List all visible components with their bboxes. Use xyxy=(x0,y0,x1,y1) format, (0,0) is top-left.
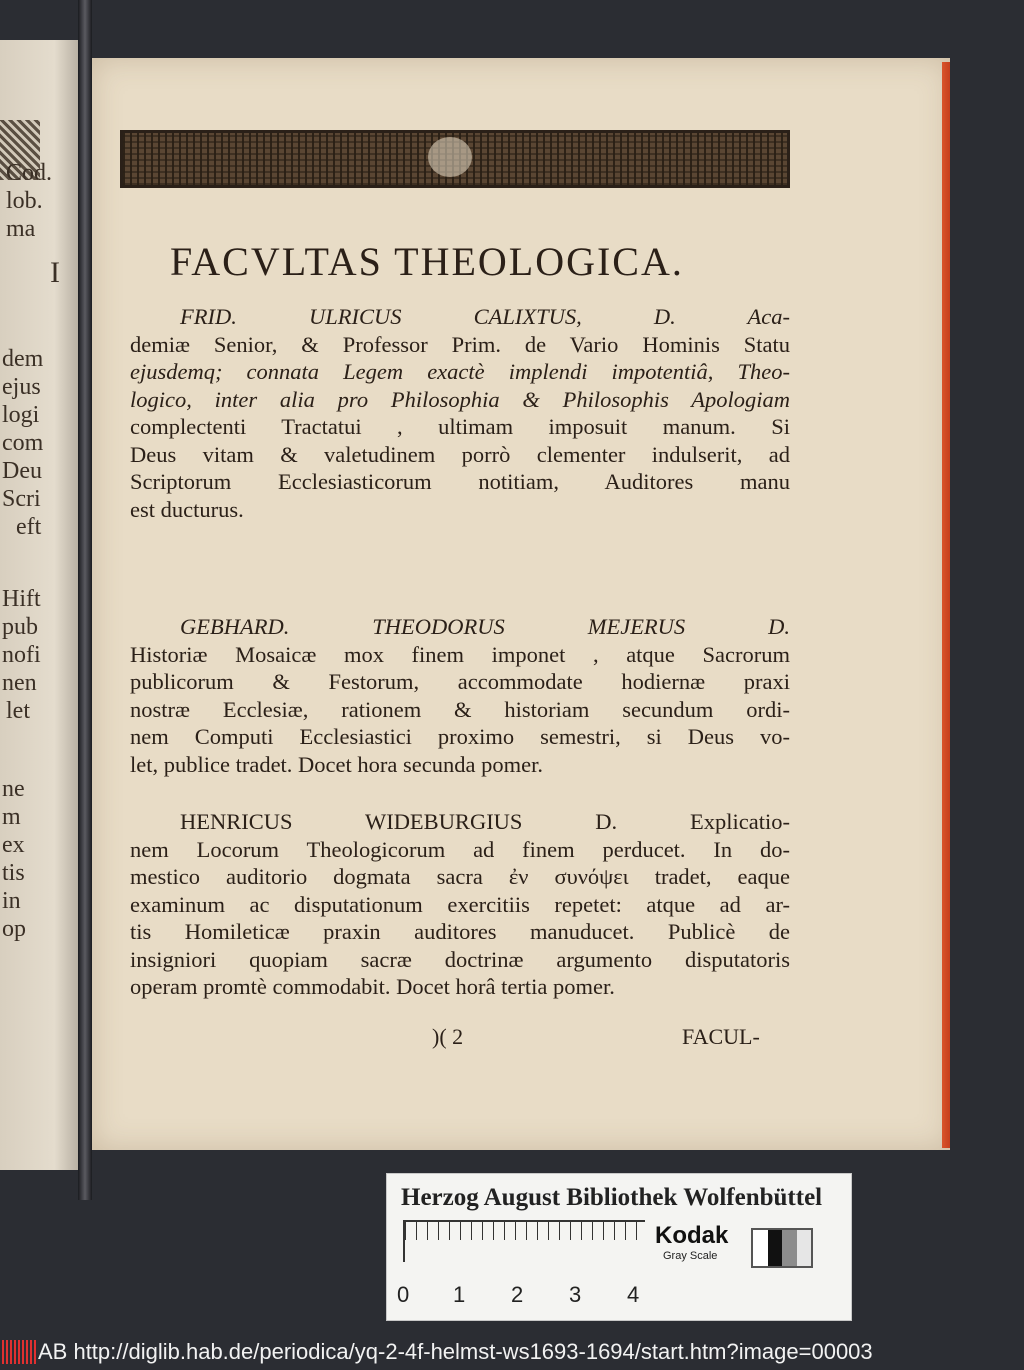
headpiece-mask-motif xyxy=(428,137,472,177)
gray-scale-swatches xyxy=(751,1228,813,1268)
facing-page-fragment: nofi xyxy=(2,642,41,668)
gray-scale-label: Gray Scale xyxy=(663,1250,718,1262)
facing-page-fragment: Deu xyxy=(2,458,42,484)
book-gutter xyxy=(78,0,92,1200)
text-line: examinum ac disputationum exercitiis repetet: atque ad ar- xyxy=(130,891,790,917)
text-line: tis Homileticæ praxin auditores manuducet. Publicè de xyxy=(130,919,790,944)
text-line xyxy=(130,303,790,331)
facing-page-fragment: nen xyxy=(2,670,37,696)
facing-page-fragment: I xyxy=(50,256,60,289)
paragraph-wideburgius xyxy=(130,808,790,1001)
text-line: nostræ Ecclesiæ, rationem & historiam secundum ordi- xyxy=(130,696,790,722)
headpiece-ornament xyxy=(120,130,790,188)
text-line-content: GEBHARD. THEODORUS MEJERUS D. xyxy=(180,614,790,639)
text-line-content: FRID. ULRICUS CALIXTUS, D. Aca- xyxy=(180,304,790,329)
document-page xyxy=(92,58,950,1150)
facing-page-fragment: let xyxy=(6,698,30,724)
text-line: Historiæ Mosaicæ mox finem imponet , atque Sacrorum xyxy=(130,641,790,667)
text-line: nem Locorum Theologicorum ad finem perducet. In do- xyxy=(130,836,790,862)
gray-swatch xyxy=(768,1230,783,1266)
facing-page-fragment: pub xyxy=(2,614,38,640)
ruler-number: 3 xyxy=(569,1282,582,1307)
facing-page-fragment: ma xyxy=(6,216,36,242)
text-line: nem Computi Ecclesiastici proximo semestri, si Deus vo- xyxy=(130,724,790,749)
facing-page xyxy=(0,40,78,1170)
text-line xyxy=(130,613,790,641)
gray-swatch xyxy=(797,1230,812,1266)
text-line: insigniori quopiam sacræ doctrinæ argumento disputatoris xyxy=(130,946,790,972)
text-line xyxy=(130,808,790,836)
text-line: Deus vitam & valetudinem porrò clementer indulserit, ad xyxy=(130,441,790,467)
ruler-number: 1 xyxy=(453,1282,466,1307)
text-line: demiæ Senior, & Professor Prim. de Vario Hominis Statu xyxy=(130,331,790,357)
text-line-content: HENRICUS WIDEBURGIUS D. Explicatio- xyxy=(180,809,790,834)
text-line: publicorum & Festorum, accommodate hodiernæ praxi xyxy=(130,669,790,694)
facing-page-fragment: Hift xyxy=(2,586,41,612)
library-label-card xyxy=(386,1173,852,1321)
facing-page-fragment: lob. xyxy=(6,188,43,214)
ruler-number: 0 xyxy=(397,1282,410,1307)
text-line: mestico auditorio dogmata sacra ἐν συνόψει tradet, eaque xyxy=(130,864,790,889)
page-title: FACVLTAS THEOLOGICA. xyxy=(170,239,684,284)
facing-page-fragment: op xyxy=(2,916,26,942)
text-line: let, publice tradet. Docet hora secunda pomer. xyxy=(130,751,543,777)
facing-page-fragment: eft xyxy=(16,514,42,540)
scale-ruler xyxy=(403,1220,645,1262)
paragraph-mejerus xyxy=(130,613,790,778)
text-line: complectenti Tractatui , ultimam imposuit manum. Si xyxy=(130,414,790,439)
library-name: Herzog August Bibliothek Wolfenbüttel xyxy=(401,1184,823,1211)
facing-page-fragment: in xyxy=(2,888,21,914)
gray-swatch xyxy=(753,1230,768,1266)
text-line: operam promtè commodabit. Docet horâ tertia pomer. xyxy=(130,974,615,999)
text-line: est ducturus. xyxy=(130,496,244,522)
facing-page-fragment: logi xyxy=(2,402,40,428)
signature-mark: )( 2 xyxy=(432,1024,464,1049)
source-url[interactable]: AB http://diglib.hab.de/periodica/yq-2-4f-helmst-ws1693-1694/start.htm?image=00003 xyxy=(38,1338,873,1364)
facing-page-fragment: ne xyxy=(2,776,25,802)
facing-page-fragment: Cod. xyxy=(6,160,53,186)
text-line: ejusdemq; connata Legem exactè implendi impotentiâ, Theo- xyxy=(130,359,790,384)
kodak-logo: Kodak xyxy=(655,1222,729,1249)
facing-page-fragment: dem xyxy=(2,346,44,372)
facing-page-fragment: m xyxy=(2,804,21,830)
text-line: Scriptorum Ecclesiasticorum notitiam, Auditores manu xyxy=(130,469,790,494)
ruler-number: 2 xyxy=(511,1282,524,1307)
page-edge xyxy=(942,62,950,1148)
barcode-icon xyxy=(2,1340,36,1364)
text-line: logico, inter alia pro Philosophia & Philosophis Apologiam xyxy=(130,386,790,412)
footer-bar xyxy=(0,1333,1024,1370)
facing-page-fragment: tis xyxy=(2,860,25,886)
facing-page-fragment: ex xyxy=(2,832,25,858)
facing-page-fragment: ejus xyxy=(2,374,41,400)
catchword: FACUL- xyxy=(682,1024,760,1049)
paragraph-calixtus xyxy=(130,303,790,523)
facing-page-fragment: com xyxy=(2,430,44,456)
facing-page-fragment: Scri xyxy=(2,486,41,512)
gray-swatch xyxy=(782,1230,797,1266)
ruler-number: 4 xyxy=(627,1282,640,1307)
